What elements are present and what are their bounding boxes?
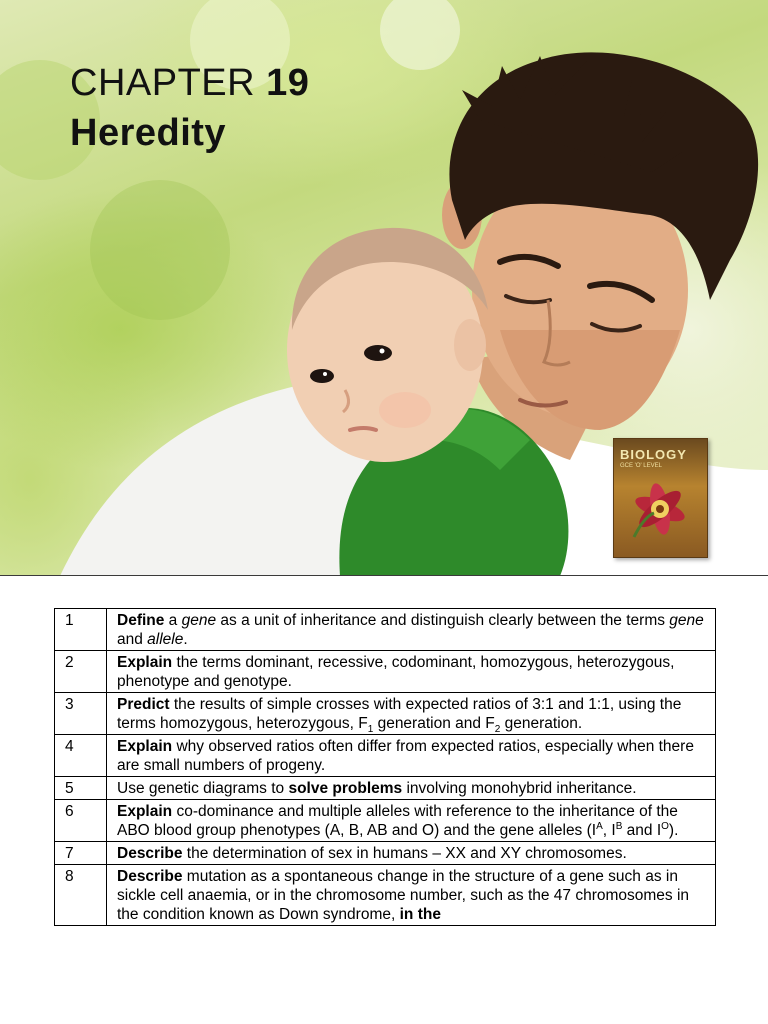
objective-text-segment: and I (622, 822, 662, 839)
objective-text (107, 842, 716, 865)
flower-illustration-icon (624, 479, 696, 539)
objective-text-segment: the determination of sex in humans – XX and XY chromosomes. (182, 845, 627, 862)
objective-row (55, 651, 716, 693)
objective-text-segment: Predict (117, 696, 170, 713)
objective-text-segment: Explain (117, 803, 173, 820)
objective-number: 2 (55, 651, 107, 693)
book-subtitle: GCE 'O' LEVEL (620, 463, 662, 469)
objective-number: 7 (55, 842, 107, 865)
objective-text-segment: mutation as a spontaneous change in the structure of a gene such as in sickle cell anaemia, or in the chromosome number, such as the 47 chromosomes in the condition known as Down syndrome, (117, 868, 690, 923)
objective-text-segment: ). (668, 822, 679, 839)
objective-text-segment: a (164, 612, 182, 629)
chapter-number: 19 (266, 62, 310, 104)
objective-text-segment: B (615, 820, 623, 832)
objective-text (107, 800, 716, 842)
cover-divider (0, 575, 768, 576)
objective-row (55, 693, 716, 735)
objective-text-segment: and (117, 631, 148, 648)
objective-text-segment: co-dominance and multiple alleles with reference to the inheritance of the ABO blood group phenotypes (A, B, AB and O) and the gene alleles (I (117, 803, 678, 839)
objective-text-segment: O (661, 820, 669, 832)
objective-text (107, 693, 716, 735)
objective-text-segment: Describe (117, 845, 183, 862)
book-title: BIOLOGY (620, 447, 687, 462)
objective-text (107, 777, 716, 800)
chapter-label (70, 62, 309, 105)
objective-text-segment: generation. (500, 715, 583, 732)
objective-number: 8 (55, 865, 107, 926)
objective-text-segment: Define (117, 612, 165, 629)
objective-text-segment: 1 (367, 724, 374, 736)
chapter-word: CHAPTER (70, 62, 256, 104)
learning-objectives-table (54, 608, 716, 926)
objective-text (107, 735, 716, 777)
objective-number: 3 (55, 693, 107, 735)
objective-text-segment: gene (181, 612, 217, 629)
objective-text-segment: 2 (494, 724, 501, 736)
objective-number: 4 (55, 735, 107, 777)
objective-row (55, 735, 716, 777)
objective-text-segment: involving monohybrid inheritance. (402, 780, 637, 797)
objective-text-segment: the results of simple crosses with expected ratios of 3:1 and 1:1, using the terms homozygous, heterozygous, F (117, 696, 682, 732)
objective-text-segment: as a unit of inheritance and distinguish clearly between the terms (216, 612, 670, 629)
objective-row (55, 842, 716, 865)
objective-text-segment: solve problems (288, 780, 403, 797)
objective-text-segment: , I (602, 822, 616, 839)
objective-text-segment: why observed ratios often differ from expected ratios, especially when there are small numbers of progeny. (117, 738, 694, 774)
objective-text-segment: generation and F (373, 715, 495, 732)
objective-text-segment: Explain (117, 738, 173, 755)
biology-textbook-cover (613, 438, 708, 558)
objective-row (55, 865, 716, 926)
objective-text-segment: Describe (117, 868, 183, 885)
objective-text (107, 865, 716, 926)
objective-text-segment: gene (669, 612, 704, 629)
objective-row (55, 800, 716, 842)
objective-text-segment: . (183, 631, 188, 648)
objective-number: 6 (55, 800, 107, 842)
objective-number: 5 (55, 777, 107, 800)
objective-text-segment: A (596, 820, 603, 832)
objective-row (55, 777, 716, 800)
objective-text-segment: allele (147, 631, 184, 648)
objective-text-segment: the terms dominant, recessive, codominant, homozygous, heterozygous, phenotype and genotype. (117, 654, 675, 690)
objective-number: 1 (55, 609, 107, 651)
objective-text (107, 609, 716, 651)
objective-text-segment: in the (399, 906, 441, 923)
objective-text-segment: Use genetic diagrams to (117, 780, 289, 797)
objective-text-segment: Explain (117, 654, 173, 671)
chapter-title: Heredity (70, 112, 227, 154)
objective-row (55, 609, 716, 651)
objective-text (107, 651, 716, 693)
